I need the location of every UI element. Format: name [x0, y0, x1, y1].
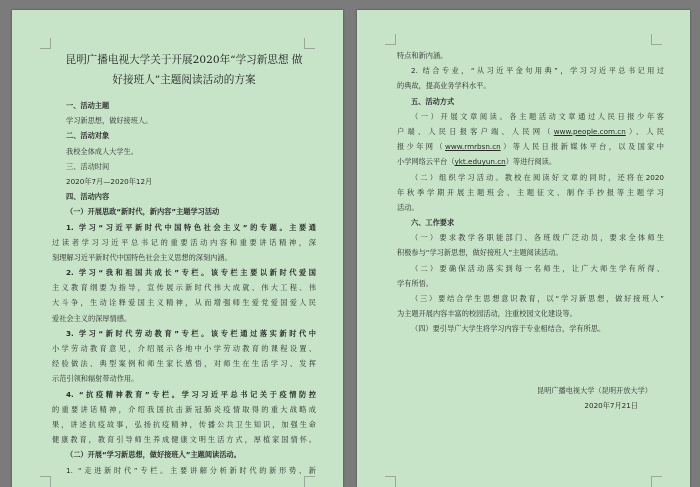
page1-text-line: 3. 学习“新时代劳动教育”专栏。该专栏通过落实新时代中	[66, 328, 316, 338]
page1-text-line: 示范引领和辐射带动作用。	[52, 374, 139, 384]
page1-text-line: 一、活动主题	[66, 101, 110, 110]
margin-corner-mark	[304, 38, 315, 49]
page1-text-line: 果，讲述抗疫故事，弘扬抗疫精神，传播公共卫生知识，加强生命	[52, 419, 316, 429]
page1-text-line: 的重要讲话精神，介绍我国抗击新冠肺炎疫情取得的重大战略成	[52, 404, 316, 414]
document-title-line-1: 昆明广播电视大学关于开展2020年“学习新思想 做	[65, 54, 303, 66]
page1-text-line: 1. 学习“习近平新时代中国特色社会主义”的专题。主要通	[66, 222, 316, 232]
signature-organization: 昆明广播电视大学（昆明开放大学）	[536, 385, 652, 395]
document-page-1[interactable]	[12, 10, 343, 487]
page1-text-line: 健康教育，教育引导师生养成健康文明生活方式，厚植家国情怀。	[52, 435, 316, 445]
margin-corner-mark	[651, 476, 662, 487]
page2-text-line: 年秋季学期开展主题班会、主题征文、制作手抄报等主题学习	[397, 187, 664, 197]
page2-text-line: 2. 结合专业，“从习近平金句用典”，学习习近平总书记用过	[411, 66, 664, 76]
page2-text-line: 积极参与“学习新思想，做好接班人”主题阅读活动。	[397, 248, 563, 258]
signature-date: 2020年7月21日	[584, 400, 638, 410]
margin-corner-mark	[385, 34, 396, 45]
page1-text-line: 爱社会主义的深厚情感。	[52, 313, 132, 323]
page1-text-line: 经验做法、典型案例和师生家长感悟，对师生在生活学习、发挥	[52, 359, 316, 369]
url-link[interactable]: www.rmrbsn.cn	[445, 142, 501, 152]
page1-text-line: 1. “走进新时代”专栏。主要讲解分析新时代的新形势、新	[66, 465, 316, 475]
page2-text-line: （二）组织学习活动。教校在阅读好文章的同时，还将在2020	[411, 172, 664, 182]
page1-text-line: 主义教育纲要为指导，宣传展示新时代伟大成就、伟大工程、伟	[52, 283, 316, 293]
page1-text-line: 2020年7月—2020年12月	[66, 176, 153, 186]
page1-text-line: 二、活动对象	[66, 131, 110, 141]
page1-text-line: 过读者学习习近平总书记的重要活动内容和重要讲话精神，深	[52, 237, 316, 247]
page1-text-line: 四、活动内容	[66, 192, 110, 202]
page1-text-line: 三、活动时间	[66, 161, 110, 171]
page2-text-line: （一）要求教学各职能部门、各班级广泛动员，要求全体师生	[411, 233, 664, 243]
page-2-body[interactable]	[397, 48, 664, 413]
page1-text-line: （一）开展思政“新时代，新内容”主题学习活动	[66, 207, 220, 217]
document-title-line-2: 好接班人”主题阅读活动的方案	[112, 74, 256, 86]
page1-text-line: 刻理解习近平新时代中国特色社会主义思想的深刻内涵。	[52, 252, 232, 262]
margin-corner-mark	[40, 38, 51, 49]
page2-text-line: 六、工作要求	[411, 218, 455, 228]
page1-text-line: 学习新思想，做好接班人。	[66, 116, 153, 126]
page2-text-line: 活动。	[397, 202, 419, 212]
margin-corner-mark	[40, 476, 51, 487]
page1-text-line: 4. “抗疫精神教育”专栏。学习习近平总书记关于疫情防控	[66, 389, 316, 399]
page2-text-line: （三）要结合学生思想意识教育，以“学习新思想，做好接班人”	[411, 294, 664, 303]
document-page-2[interactable]	[357, 10, 690, 487]
margin-corner-mark	[385, 476, 396, 487]
page2-text-line: （四）要引导广大学生将学习内容于专业相结合，学有所思。	[411, 324, 606, 334]
page1-text-line: 我校全体成人大学生。	[66, 146, 138, 156]
page2-text-line: 五、活动方式	[411, 96, 455, 106]
page1-text-line: 大斗争，生动诠释爱国主义精神，从而增强师生爱党爱国爱人民	[52, 298, 316, 308]
page1-text-line: 小学劳动教育意见，介绍展示各地中小学劳动教育的课程设置、	[52, 344, 316, 353]
page-1-paragraphs	[52, 98, 316, 478]
page2-text-line: 户端、人民日报客户端、人民网（www.people.com.cn）、人民	[397, 126, 664, 136]
url-link[interactable]: www.people.com.cn	[553, 126, 626, 136]
page2-text-line: 报少年网（www.rmrbsn.cn）等人民日报新媒体平台，以及国家中	[397, 142, 664, 152]
page1-text-line: （二）开展“学习新思想，做好接班人”主题阅读活动。	[66, 450, 241, 460]
margin-corner-mark	[651, 34, 662, 45]
page-2-paragraphs	[397, 48, 664, 337]
page2-text-line: 为主题开展内容丰富的校园活动，注重校园文化建设等。	[397, 309, 577, 319]
page2-text-line: 特点和新内涵。	[397, 51, 448, 60]
url-link[interactable]: ykt.eduyun.cn	[454, 157, 506, 167]
page2-text-line: （二）要确保活动落实到每一名师生，让广大师生学有所得、	[411, 263, 664, 273]
page2-text-line: 学有所悟。	[397, 278, 433, 288]
page1-text-line: 2. 学习“我和祖国共成长”专栏。该专栏主要以新时代爱国	[66, 268, 316, 278]
page2-text-line: （一）开展文章阅读。各主题活动文章通过人民日报少年客	[411, 111, 664, 121]
page2-text-line: 的典故，提高业务学科水平。	[397, 81, 491, 91]
page2-text-line: 小学网络云平台（ykt.eduyun.cn）等进行阅读。	[397, 157, 557, 167]
page-1-body[interactable]	[52, 50, 316, 478]
